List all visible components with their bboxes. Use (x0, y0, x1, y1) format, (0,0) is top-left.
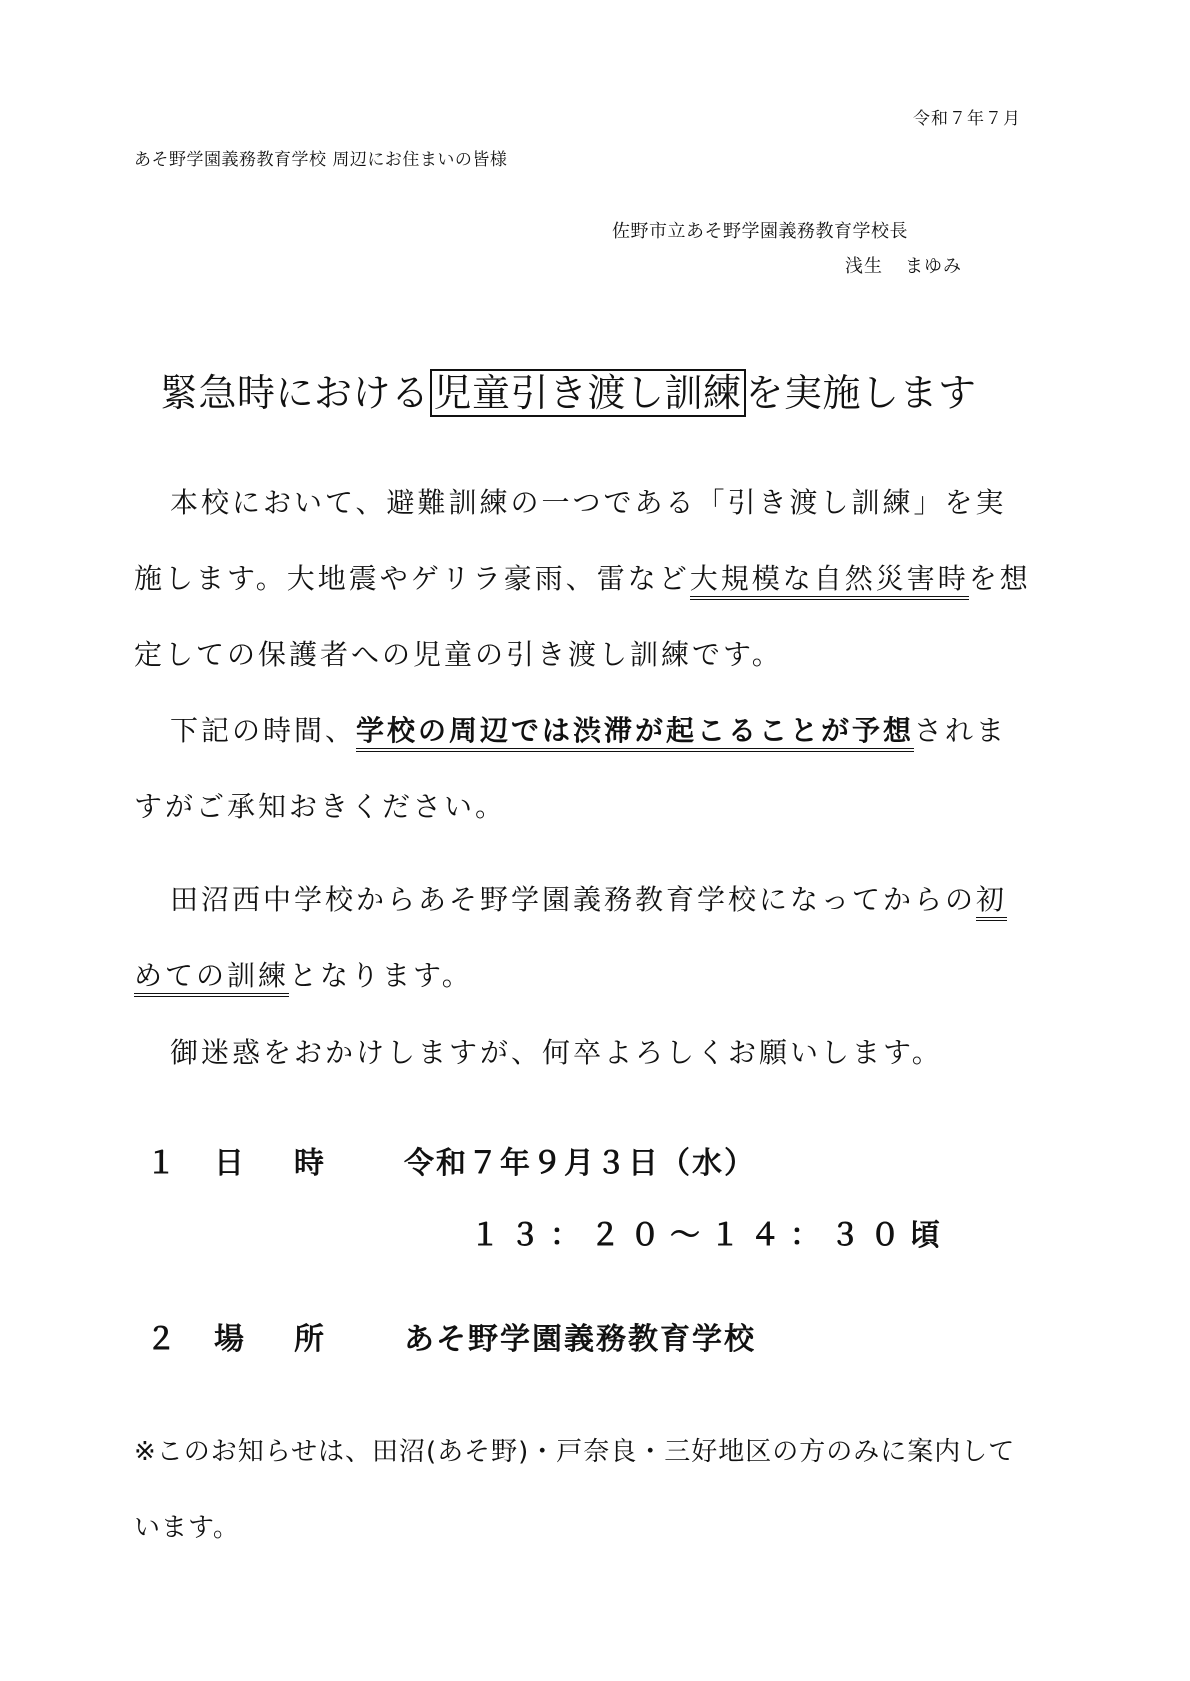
p3-underlined: 初めての訓練 (134, 883, 1007, 997)
p3-text-a: 田沼西中学校からあそ野学園義務教育学校になってからの (170, 883, 977, 916)
sender-given-name: まゆみ (905, 256, 962, 277)
sender-organization: 佐野市立あそ野学園義務教育学校長 (612, 221, 908, 242)
title-prefix: 緊急時における (160, 371, 430, 415)
document-date: 令和７年７月 (913, 109, 1021, 129)
item-2-label-1: 場 (214, 1322, 246, 1357)
item-1-label-1: 日 (214, 1146, 246, 1181)
item-1-label-2: 時 (294, 1146, 326, 1181)
title-boxed-text: 児童引き渡し訓練 (430, 369, 746, 417)
item-datetime (146, 1138, 756, 1182)
paragraph-3 (134, 862, 1034, 1014)
paragraph-1 (134, 465, 1034, 693)
paragraph-2 (134, 693, 1034, 845)
p2-text-a: 下記の時間、 (170, 714, 357, 747)
addressee: あそ野学園義務教育学校 周辺にお住まいの皆様 (134, 150, 508, 170)
item-2-place: あそ野学園義務教育学校 (404, 1322, 756, 1357)
item-2-number: ２ (146, 1322, 178, 1357)
p2-underlined: 学校の周辺では渋滞が起こることが予想 (356, 714, 914, 752)
notice-title (160, 362, 977, 417)
p2-text-b: されますがご承知おきください。 (134, 714, 1008, 823)
p4-text: 御迷惑をおかけしますが、何卒よろしくお願いします。 (170, 1036, 943, 1069)
sender-surname: 浅生 (845, 256, 883, 277)
p1-text-a: 本校において、避難訓練の一つである「引き渡し訓練」を実施します。大地震やゲリラ豪雨、雷など (134, 486, 1007, 595)
p1-text-b: を想定しての保護者への児童の引き渡し訓練です。 (134, 562, 1031, 671)
paragraph-4 (134, 1015, 1034, 1091)
item-2-label-2: 所 (294, 1322, 326, 1357)
item-1-number: １ (146, 1146, 178, 1181)
p1-underlined: 大規模な自然災害時 (690, 562, 969, 600)
item-time: １３：２０～１４：３０頃 (470, 1218, 950, 1253)
p3-text-b: となります。 (289, 959, 473, 992)
footnote: ※このお知らせは、田沼(あそ野)・戸奈良・三好地区の方のみに案内しています。 (134, 1437, 1016, 1543)
title-suffix: を実施します (745, 371, 977, 415)
item-1-date: 令和７年９月３日（水） (404, 1146, 756, 1181)
sender-name (845, 252, 962, 278)
item-place (146, 1314, 756, 1358)
